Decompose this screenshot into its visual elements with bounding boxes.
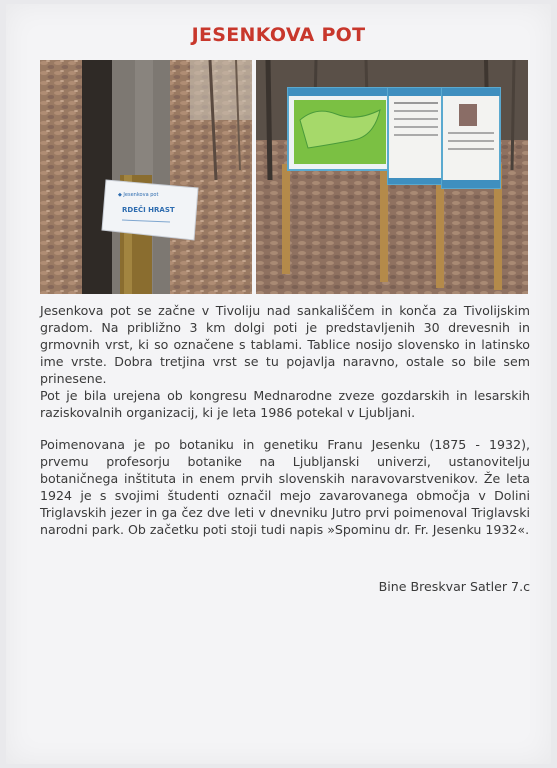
paragraph-history: Pot je bila urejena ob kongresu Mednarodne zveze gozdarskih in lesarskih raziskovalnih organizacij, ki je leta 1986 potekal v Ljubljani. <box>40 388 530 420</box>
author-signature: Bine Breskvar Satler 7.c <box>378 579 530 594</box>
photo-information-boards <box>256 60 528 294</box>
information-boards-illustration <box>256 60 528 294</box>
svg-text:◆ Jesenkova pot: ◆ Jesenkova pot <box>118 192 159 198</box>
sign-title: RDEČI HRAST <box>122 206 175 214</box>
tree-sign-illustration <box>40 60 252 294</box>
document-title: JESENKOVA POT <box>191 24 366 46</box>
paragraph-intro: Jesenkova pot se začne v Tivoliju nad sankališčem in konča za Tivolijskim gradom. Na približno 3 km dolgi poti je predstavljenih 30 drevesnih in grmovnih vrst, ki so označene s tablami. Tablice nosijo slovensko in latinsko ime vrste. Dobra tretjina vrst se tu pojavlja naravno, ostale so bile sem prinesene. <box>40 303 530 386</box>
photo-tree-sign <box>40 60 252 294</box>
document-page <box>6 4 551 764</box>
paragraph-namesake: Poimenovana je po botaniku in genetiku Franu Jesenku (1875 - 1932), prvemu profesorju botanike na Ljubljanski univerzi, ustanovitelju botaničnega inštituta in enem prvih slovenskih naravovarstvenikov. Že leta 1924 je s svojimi študenti označil mejo zavarovanega območja v Dolini Triglavskih jezer in ga čez dve leti v dnevniku Jutro prvi poimenoval Triglavski narodni park. Ob začetku poti stoji tudi napis »Spominu dr. Fr. Jesenku 1932«. <box>40 437 530 537</box>
